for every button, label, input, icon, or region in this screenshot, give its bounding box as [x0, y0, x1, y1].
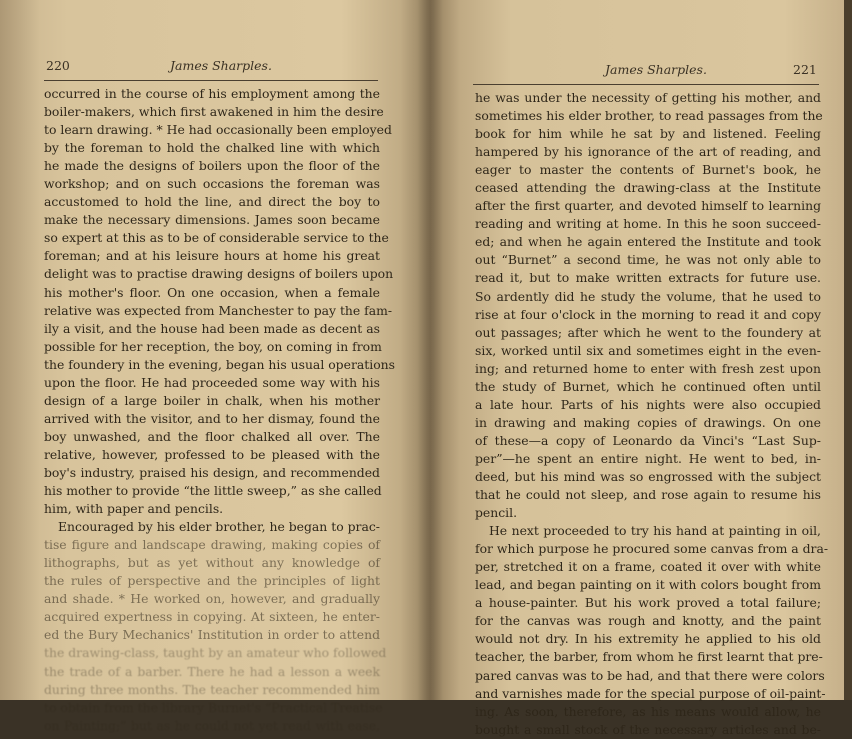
page-number: 220: [46, 58, 70, 73]
text-line: on Painting;” but as he could not yet read with ease,: [44, 717, 380, 733]
text-line: out “Burnet” a second time, he was not only able to: [475, 252, 821, 268]
text-line: He next proceeded to try his hand at painting in oil,: [489, 523, 821, 539]
text-line: after the first quarter, and devoted himself to learning: [475, 198, 821, 214]
text-line: in drawing and making copies of drawings. On one: [475, 414, 821, 430]
text-line: the trade of a barber. There he had a lesson a week: [44, 663, 380, 679]
text-line: relative was expected from Manchester to pay the fam-: [44, 302, 393, 318]
text-line: and shade. * He worked on, however, and gradually: [44, 591, 380, 607]
text-line: he was under the necessity of getting his mother, and: [475, 90, 821, 105]
text-line: ed; and when he again entered the Institute and took: [475, 234, 821, 250]
right-page-body: [475, 89, 829, 739]
text-line: pared canvas was to be had, and that there were colors: [475, 667, 825, 683]
text-line: tise figure and landscape drawing, making copies of: [44, 537, 380, 553]
text-line: make the necessary dimensions. James soon became: [44, 212, 380, 228]
text-line: book for him while he sat by and listened. Feeling: [475, 126, 821, 142]
text-line: possible for her reception, the boy, on coming in from: [44, 338, 382, 354]
text-line: six, worked until six and sometimes eight in the even-: [475, 342, 821, 358]
text-line: hampered by his ignorance of the art of reading, and: [475, 144, 821, 160]
left-page-body: [44, 85, 395, 735]
header-rule: [473, 84, 819, 85]
text-line: out passages; after which he went to the foundery at: [475, 324, 821, 340]
text-line: his mother's floor. On one occasion, when a female: [44, 284, 380, 300]
background-edge: [844, 0, 852, 700]
text-line: the rules of perspective and the principles of light: [44, 573, 380, 589]
text-line: ing; and returned home to enter with fresh zest upon: [475, 360, 821, 376]
text-line: lithographs, but as yet without any knowledge of: [44, 555, 380, 571]
text-line: him, with paper and pencils.: [44, 501, 224, 517]
text-line: he made the designs of boilers upon the floor of the: [44, 158, 380, 174]
text-line: during three months. The teacher recommended him: [44, 681, 380, 697]
text-line: the study of Burnet, which he continued often until: [475, 378, 821, 394]
text-line: a house-painter. But his work proved a total failure;: [475, 595, 821, 611]
text-line: boy unwashed, and the floor chalked all over. The: [44, 428, 380, 444]
text-line: upon the floor. He had proceeded some way with his: [44, 374, 380, 390]
text-line: ing. As soon, therefore, as his means would allow, he: [475, 703, 821, 719]
running-head: James Sharples.: [605, 62, 707, 77]
text-line: design of a large boiler in chalk, when his mother: [44, 392, 380, 408]
text-line: read it, but to make written extracts for future use.: [475, 270, 821, 286]
text-line: relative, however, professed to be pleased with the: [44, 446, 380, 462]
text-line: lead, and began painting on it with colors bought from: [475, 577, 821, 593]
text-line: to obtain from the library Burnet's “Practical Treatise: [44, 699, 383, 715]
text-line: foreman; and at his leisure hours at home his great: [44, 248, 380, 264]
left-page-header: [0, 58, 425, 80]
text-line: per”—he spent an entire night. He went to bed, in-: [475, 450, 821, 466]
text-line: ed the Bury Mechanics' Institution in order to attend: [44, 627, 380, 643]
text-line: the foundery in the evening, began his usual operations: [44, 356, 395, 372]
left-page: [0, 0, 425, 733]
text-line: bought a small stock of the necessary articles and be-: [475, 721, 821, 737]
right-page: [427, 0, 852, 737]
header-rule: [44, 80, 378, 81]
text-line: arrived with the visitor, and to her dismay, found the: [44, 410, 380, 426]
text-line: workshop; and on such occasions the foreman was: [44, 176, 380, 192]
text-line: delight was to practise drawing designs of boilers upon: [44, 266, 394, 282]
text-line: and varnishes made for the special purpose of oil-paint-: [475, 685, 826, 701]
text-line: reading and writing at home. In this he soon succeed-: [475, 216, 821, 232]
text-line: of these—a copy of Leonardo da Vinci's “Last Sup-: [475, 432, 821, 448]
text-line: accustomed to hold the line, and direct the boy to: [44, 194, 380, 210]
text-line: the drawing-class, taught by an amateur who followed: [44, 645, 387, 661]
text-line: ily a visit, and the house had been made as decent as: [44, 320, 380, 336]
text-line: acquired expertness in copying. At sixteen, he enter-: [44, 609, 380, 625]
text-line: deed, but his mind was so engrossed with the subject: [475, 468, 821, 484]
text-line: pencil.: [475, 505, 518, 521]
text-line: teacher, the barber, from whom he first learnt that pre-: [475, 649, 823, 665]
text-line: sometimes his elder brother, to read passages from the: [475, 108, 823, 124]
text-line: ceased attending the drawing-class at the Institute: [475, 180, 821, 196]
text-line: occurred in the course of his employment among the: [44, 86, 380, 101]
text-line: so expert at this as to be of considerable service to the: [44, 230, 389, 246]
text-line: for which purpose he procured some canvas from a dra-: [475, 541, 829, 557]
text-line: boiler-makers, which first awakened in him the desire: [44, 104, 384, 120]
page-number: 221: [793, 62, 817, 77]
text-line: by the foreman to hold the chalked line with which: [44, 140, 380, 156]
running-head: James Sharples.: [170, 58, 272, 73]
text-line: for the canvas was rough and knotty, and the paint: [475, 613, 821, 629]
text-line: that he could not sleep, and rose again to resume his: [475, 487, 821, 503]
text-line: Encouraged by his elder brother, he began to prac-: [58, 519, 380, 535]
text-line: a late hour. Parts of his nights were also occupied: [475, 396, 821, 412]
text-line: per, stretched it on a frame, coated it over with white: [475, 559, 821, 575]
text-line: eager to master the contents of Burnet's book, he: [475, 162, 821, 178]
text-line: his mother to provide “the little sweep,” as she called: [44, 483, 382, 499]
text-line: to learn drawing. * He had occasionally been employed: [44, 122, 392, 138]
right-page-header: [427, 58, 852, 80]
text-line: rise at four o'clock in the morning to read it and copy: [475, 306, 821, 322]
text-line: So ardently did he study the volume, that he used to: [475, 288, 821, 304]
text-line: boy's industry, praised his design, and recommended: [44, 464, 380, 480]
text-line: would not dry. In his extremity he applied to his old: [475, 631, 821, 647]
